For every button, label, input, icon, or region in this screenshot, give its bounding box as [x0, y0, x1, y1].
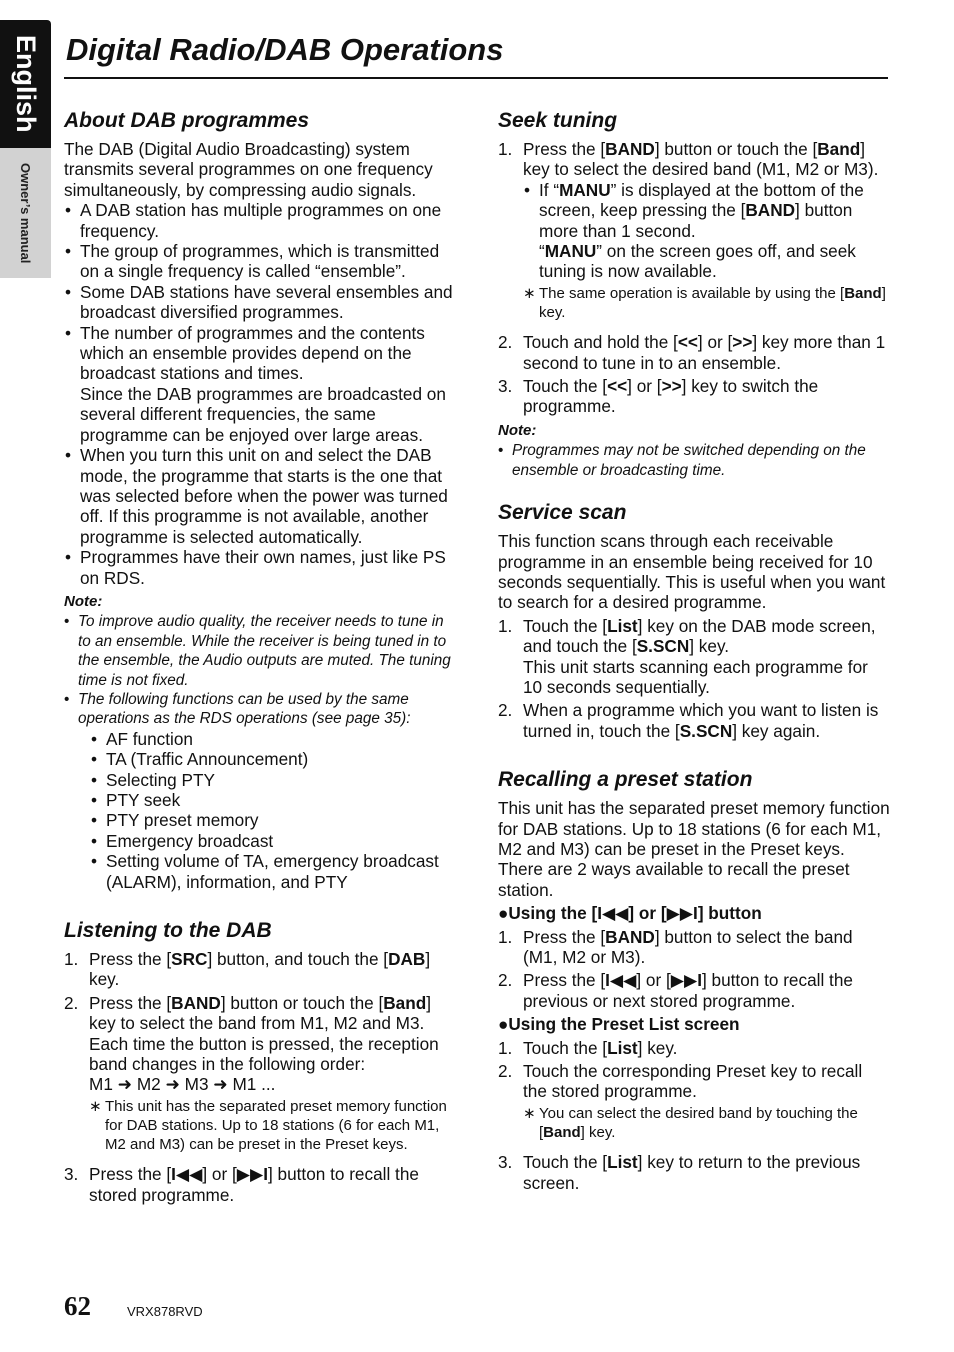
key-label: Band [383, 992, 427, 1013]
list-item: • Emergency broadcast [90, 831, 454, 851]
note-label: Note: [498, 421, 537, 439]
key-label: Band [543, 1124, 581, 1142]
step-text: “ [539, 241, 545, 262]
step-text: ] or [ [202, 1164, 237, 1185]
language-tab [0, 20, 51, 148]
key-label: S.SCN [679, 720, 733, 741]
list-item [523, 180, 890, 282]
manual-label: Owner’s manual [18, 162, 33, 264]
asterisk-text: This unit has the separated preset memory function for DAB stations. Up to 18 stations (6 for each M1, M2 and M3) can be preset in the Preset keys. [105, 1097, 447, 1154]
listening-steps [64, 949, 454, 1205]
step-number: 1. [64, 949, 79, 970]
step-text: ] key again. [732, 720, 821, 741]
band-order: M1 ➜ M2 ➜ M3 ➜ M1 ... [89, 1074, 276, 1095]
list-item: • Some DAB stations have several ensembles and broadcast diversified programmes. [64, 282, 454, 323]
bullet-text: The number of programmes and the contents which an ensemble provides depend on the broadcast stations and times. [80, 322, 425, 384]
step-text: ] or [ [636, 970, 671, 991]
key-label: S.SCN [636, 636, 690, 657]
step-extra: Each time the button is pressed, the reception band changes in the following order: [89, 1033, 439, 1075]
step-number: 1. [498, 926, 513, 947]
step-item [498, 1152, 890, 1193]
step-item [498, 700, 890, 741]
seek-notes [498, 441, 890, 480]
asterisk-text: You can select the desired band by touching the [ [539, 1104, 858, 1142]
step-number: 1. [498, 615, 513, 636]
list-item: • Selecting PTY [90, 770, 454, 790]
key-label: << [677, 332, 698, 353]
step-text: ] key to return to the previous screen. [523, 1152, 861, 1193]
asterisk-note [523, 284, 890, 322]
recall-intro-2: There are 2 ways available to recall the preset station. [498, 859, 850, 900]
asterisk-note [89, 1097, 454, 1155]
step-text: ] button more than 1 second. [539, 200, 853, 241]
list-item: • Setting volume of TA, emergency broadcast (ALARM), information, and PTY [90, 851, 454, 892]
key-label: ▶▶I [236, 1164, 268, 1185]
recall-way-2: ●Using the Preset List screen [498, 1014, 740, 1035]
page-number: 62 [64, 1291, 91, 1321]
step-text: ] key to switch the programme. [523, 376, 819, 417]
key-label: DAB [388, 949, 426, 970]
rds-functions-list [64, 729, 454, 892]
sub-head-text: ] or [ [628, 903, 667, 924]
asterisk: ∗ [523, 1104, 536, 1122]
asterisk-note [523, 1104, 890, 1142]
step-text: ] or [ [627, 376, 662, 397]
asterisk-text: ] key. [539, 284, 886, 322]
seek-sub-bullets [523, 180, 890, 282]
key-label: MANU [559, 179, 611, 200]
step-text: ] button to select the band (M1, M2 or M3). [523, 926, 853, 967]
note-item: • To improve audio quality, the receiver needs to tune in to an ensemble. While the receiver is being tuned in to the ensemble, the Audio outputs are muted. The tuning time is not fixed. [64, 612, 454, 690]
key-label: I◀◀ [605, 970, 637, 991]
step-text: Touch the [ [523, 376, 608, 397]
step-number: 2. [498, 332, 513, 353]
model-number: VRX878RVD [127, 1304, 203, 1319]
key-label: I◀◀ [597, 903, 629, 924]
service-heading: Service scan [498, 501, 627, 525]
key-label: I◀◀ [171, 1164, 203, 1185]
left-column [64, 108, 454, 1205]
step-item [498, 1038, 890, 1058]
about-intro: The DAB (Digital Audio Broadcasting) system transmits several programmes on one frequency simultaneously, by compressing audio signals. [64, 139, 433, 200]
note-label: Note: [64, 592, 103, 610]
asterisk-text: The same operation is available by using the [ [539, 284, 845, 302]
key-label: SRC [171, 949, 208, 970]
key-label: BAND [745, 200, 796, 221]
step-text: ] button or touch the [ [654, 139, 818, 159]
step-item [498, 139, 890, 322]
list-item: • PTY preset memory [90, 810, 454, 830]
page-title: Digital Radio/DAB Operations [66, 32, 504, 67]
step-text: Touch the [ [523, 615, 608, 636]
step-text: Press the [ [89, 1164, 172, 1185]
list-item: • The group of programmes, which is transmitted on a single frequency is called “ensemble”. [64, 241, 454, 282]
key-label: List [607, 1152, 638, 1173]
list-item: • TA (Traffic Announcement) [90, 749, 454, 769]
step-text: ] key more than 1 second to tune in to an ensemble. [523, 332, 886, 373]
list-item: • A DAB station has multiple programmes on one frequency. [64, 200, 454, 241]
step-extra: This unit starts scanning each programme for 10 seconds sequentially. [523, 656, 868, 697]
step-item [498, 376, 890, 417]
manu-line [539, 241, 890, 282]
about-notes [64, 612, 454, 728]
language-label: English [11, 35, 41, 133]
step-text: ] key. [689, 636, 730, 657]
service-intro: This function scans through each receivable programme in an ensemble being received for 10 seconds sequentially. This is useful when you want to search for a desired programme. [498, 531, 886, 613]
key-label: BAND [605, 926, 655, 947]
step-text: If “ [539, 179, 560, 200]
step-item [498, 927, 890, 968]
step-text: When a programme which you want to listen is turned in, touch the [ [523, 700, 879, 741]
key-label: Band [844, 284, 882, 302]
step-item [498, 332, 890, 373]
right-column [498, 108, 890, 1193]
step-number: 1. [498, 139, 513, 159]
step-number: 3. [498, 1152, 513, 1173]
key-label: BAND [605, 139, 655, 159]
step-item [498, 616, 890, 698]
step-text: Touch the corresponding Preset key to recall the stored programme. [523, 1061, 863, 1102]
step-number: 2. [498, 970, 513, 991]
seek-steps [498, 139, 890, 417]
manual-tab [0, 148, 51, 278]
step-text: ] key. [637, 1037, 678, 1058]
asterisk: ∗ [523, 284, 536, 302]
step-text: ] key to select the desired band (M1, M2 or M3). [523, 139, 879, 180]
asterisk-text: ] key. [580, 1124, 616, 1142]
seek-heading: Seek tuning [498, 109, 618, 132]
step-item [498, 970, 890, 1011]
step-text: ] button or touch the [ [220, 992, 384, 1013]
list-item: • When you turn this unit on and select the DAB mode, the programme that starts is the one that was selected before when the power was turned off. If this programme is not available, another programme is selected automatically. [64, 445, 454, 547]
step-text: Press the [ [89, 949, 172, 970]
side-tab [0, 20, 51, 278]
bullet-extra: Since the DAB programmes are broadcasted on several different frequencies, the same programme can be enjoyed over large areas. [80, 383, 446, 445]
listening-heading: Listening to the DAB [64, 919, 272, 943]
step-item [64, 949, 454, 990]
sub-head-text: ●Using the [ [498, 903, 598, 924]
step-text: ] key. [89, 949, 431, 990]
key-label: List [607, 1037, 638, 1058]
key-label: BAND [171, 992, 221, 1013]
recall-way-1 [498, 903, 890, 923]
step-text: Touch and hold the [ [523, 332, 678, 353]
step-text: ” on the screen goes off, and seek tuning is now available. [539, 241, 856, 282]
step-text: Touch the [ [523, 1152, 608, 1173]
about-bullets [64, 200, 454, 588]
step-item [64, 1164, 454, 1205]
key-label: List [607, 615, 638, 636]
step-item [64, 993, 454, 1155]
step-text: Press the [ [523, 926, 606, 947]
step-item [498, 1061, 890, 1142]
list-item [64, 323, 454, 445]
step-number: 2. [64, 992, 79, 1013]
step-text: ” is displayed at the bottom of the screen, keep pressing the [ [539, 179, 864, 221]
step-text: Touch the [ [523, 1037, 608, 1058]
step-number: 3. [64, 1164, 79, 1185]
step-text: ] or [ [697, 332, 733, 353]
step-text: ] button to recall the stored programme. [89, 1164, 419, 1205]
list-item: • AF function [90, 729, 454, 749]
step-text: Press the [ [89, 992, 172, 1013]
key-label: >> [732, 332, 753, 353]
step-number: 1. [498, 1037, 513, 1058]
step-number: 2. [498, 1061, 513, 1082]
note-item: • Programmes may not be switched depending on the ensemble or broadcasting time. [498, 441, 890, 480]
note-item: • The following functions can be used by the same operations as the RDS operations (see page 35): [64, 690, 454, 729]
key-label: ▶▶I [670, 970, 702, 991]
step-number: 2. [498, 700, 513, 721]
key-label: Band [817, 139, 861, 159]
recall-intro: This unit has the separated preset memory function for DAB stations. Up to 18 stations (6 for each M1, M2 and M3) can be preset in the Preset keys. [498, 798, 890, 859]
recall-way-1-steps [498, 927, 890, 1012]
sub-head-text: ] button [697, 903, 762, 924]
step-text: Press the [ [523, 139, 606, 159]
key-label: ▶▶I [666, 903, 698, 924]
service-steps [498, 616, 890, 741]
title-rule [64, 77, 888, 79]
step-number: 3. [498, 376, 513, 397]
step-text: ] button to recall the previous or next stored programme. [523, 970, 853, 1011]
list-item: • PTY seek [90, 790, 454, 810]
recall-way-2-steps [498, 1038, 890, 1193]
key-label: MANU [544, 241, 597, 262]
step-text: ] key on the DAB mode screen, and touch the [ [523, 615, 876, 657]
step-text: ] key to select the band from M1, M2 and M3. [89, 992, 431, 1034]
step-text: Press the [ [523, 970, 606, 991]
recall-heading: Recalling a preset station [498, 768, 753, 792]
key-label: >> [661, 376, 682, 397]
list-item: • Programmes have their own names, just like PS on RDS. [64, 547, 454, 588]
key-label: << [607, 376, 628, 397]
step-text: ] button, and touch the [ [207, 949, 389, 970]
asterisk: ∗ [89, 1097, 102, 1115]
about-heading: About DAB programmes [64, 109, 310, 132]
